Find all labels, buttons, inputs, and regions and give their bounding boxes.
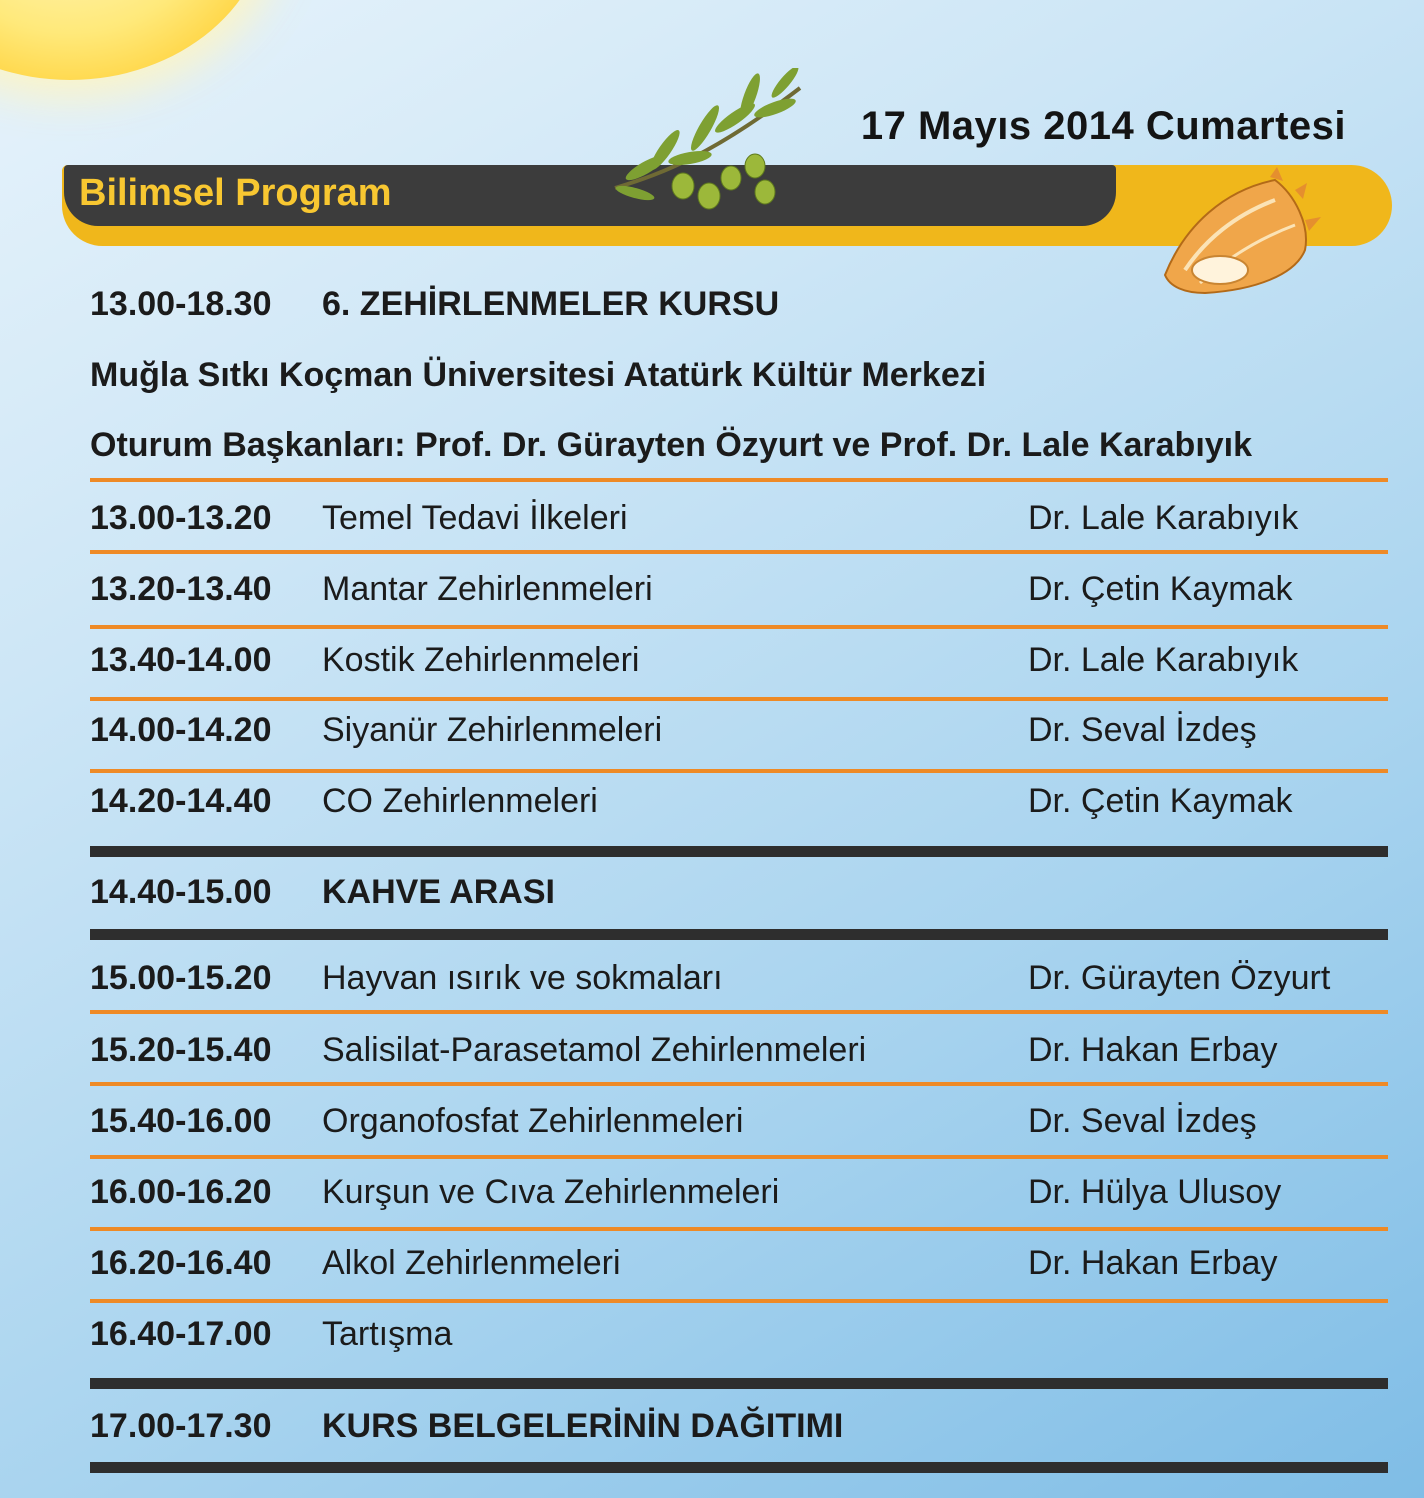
row-speaker: Dr. Hakan Erbay [1028,1244,1278,1282]
schedule-row [90,958,1400,998]
break-row [90,872,1400,912]
course-title: 6. ZEHİRLENMELER KURSU [322,285,780,323]
schedule-row [90,1172,1400,1212]
row-time: 16.40-17.00 [90,1315,272,1353]
closing-title: KURS BELGELERİNİN DAĞITIMI [322,1407,844,1445]
course-venue: Muğla Sıtkı Koçman Üniversitesi Atatürk Kültür Merkezi [90,356,987,394]
olive-branch-icon [605,68,810,218]
row-time: 13.00-13.20 [90,499,272,537]
row-speaker: Dr. Çetin Kaymak [1028,782,1293,820]
schedule-row [90,640,1400,680]
row-divider [90,478,1388,482]
row-divider [90,1155,1388,1159]
row-time: 16.20-16.40 [90,1244,272,1282]
row-speaker: Dr. Hakan Erbay [1028,1031,1278,1069]
program-date: 17 Mayıs 2014 Cumartesi [860,104,1346,148]
row-divider [90,769,1388,773]
row-speaker: Dr. Seval İzdeş [1028,711,1257,749]
row-topic: Hayvan ısırık ve sokmaları [322,959,723,997]
break-title: KAHVE ARASI [322,873,555,911]
row-time: 15.00-15.20 [90,959,272,997]
closing-row [90,1406,1400,1446]
row-time: 13.40-14.00 [90,641,272,679]
session-chairs: Oturum Başkanları: Prof. Dr. Gürayten Özyurt ve Prof. Dr. Lale Karabıyık [90,426,1253,464]
sun-decoration [0,0,270,80]
row-speaker: Dr. Lale Karabıyık [1028,499,1299,537]
schedule-row [90,710,1400,750]
row-speaker: Dr. Çetin Kaymak [1028,570,1293,608]
row-divider [90,697,1388,701]
row-speaker: Dr. Hülya Ulusoy [1028,1173,1282,1211]
row-divider [90,1299,1388,1303]
schedule-row [90,1030,1400,1070]
row-topic: Tartışma [322,1315,453,1353]
row-topic: Siyanür Zehirlenmeleri [322,711,663,749]
row-topic: CO Zehirlenmeleri [322,782,598,820]
row-speaker: Dr. Seval İzdeş [1028,1102,1257,1140]
schedule-row [90,498,1400,538]
row-divider [90,1010,1388,1014]
break-time: 14.40-15.00 [90,873,272,911]
row-speaker: Dr. Lale Karabıyık [1028,641,1299,679]
row-divider [90,1082,1388,1086]
row-time: 14.20-14.40 [90,782,272,820]
row-time: 13.20-13.40 [90,570,272,608]
section-divider [90,1462,1388,1473]
section-divider [90,929,1388,940]
row-divider [90,1227,1388,1231]
schedule-row [90,569,1400,609]
schedule-row [90,781,1400,821]
row-speaker: Dr. Gürayten Özyurt [1028,959,1331,997]
row-topic: Temel Tedavi İlkeleri [322,499,628,537]
row-divider [90,625,1388,629]
row-topic: Kostik Zehirlenmeleri [322,641,640,679]
row-topic: Organofosfat Zehirlenmeleri [322,1102,744,1140]
row-time: 16.00-16.20 [90,1173,272,1211]
closing-time: 17.00-17.30 [90,1407,272,1445]
row-time: 14.00-14.20 [90,711,272,749]
schedule-row [90,1101,1400,1141]
schedule-row [90,1314,1400,1354]
row-time: 15.40-16.00 [90,1102,272,1140]
row-topic: Mantar Zehirlenmeleri [322,570,653,608]
course-header-row [90,284,1400,324]
course-time: 13.00-18.30 [90,285,272,323]
row-topic: Salisilat-Parasetamol Zehirlenmeleri [322,1031,867,1069]
section-divider [90,846,1388,857]
row-time: 15.20-15.40 [90,1031,272,1069]
row-topic: Kurşun ve Cıva Zehirlenmeleri [322,1173,780,1211]
row-divider [90,550,1388,554]
schedule-row [90,1243,1400,1283]
banner-title: Bilimsel Program [79,172,392,214]
row-topic: Alkol Zehirlenmeleri [322,1244,621,1282]
section-divider [90,1378,1388,1389]
